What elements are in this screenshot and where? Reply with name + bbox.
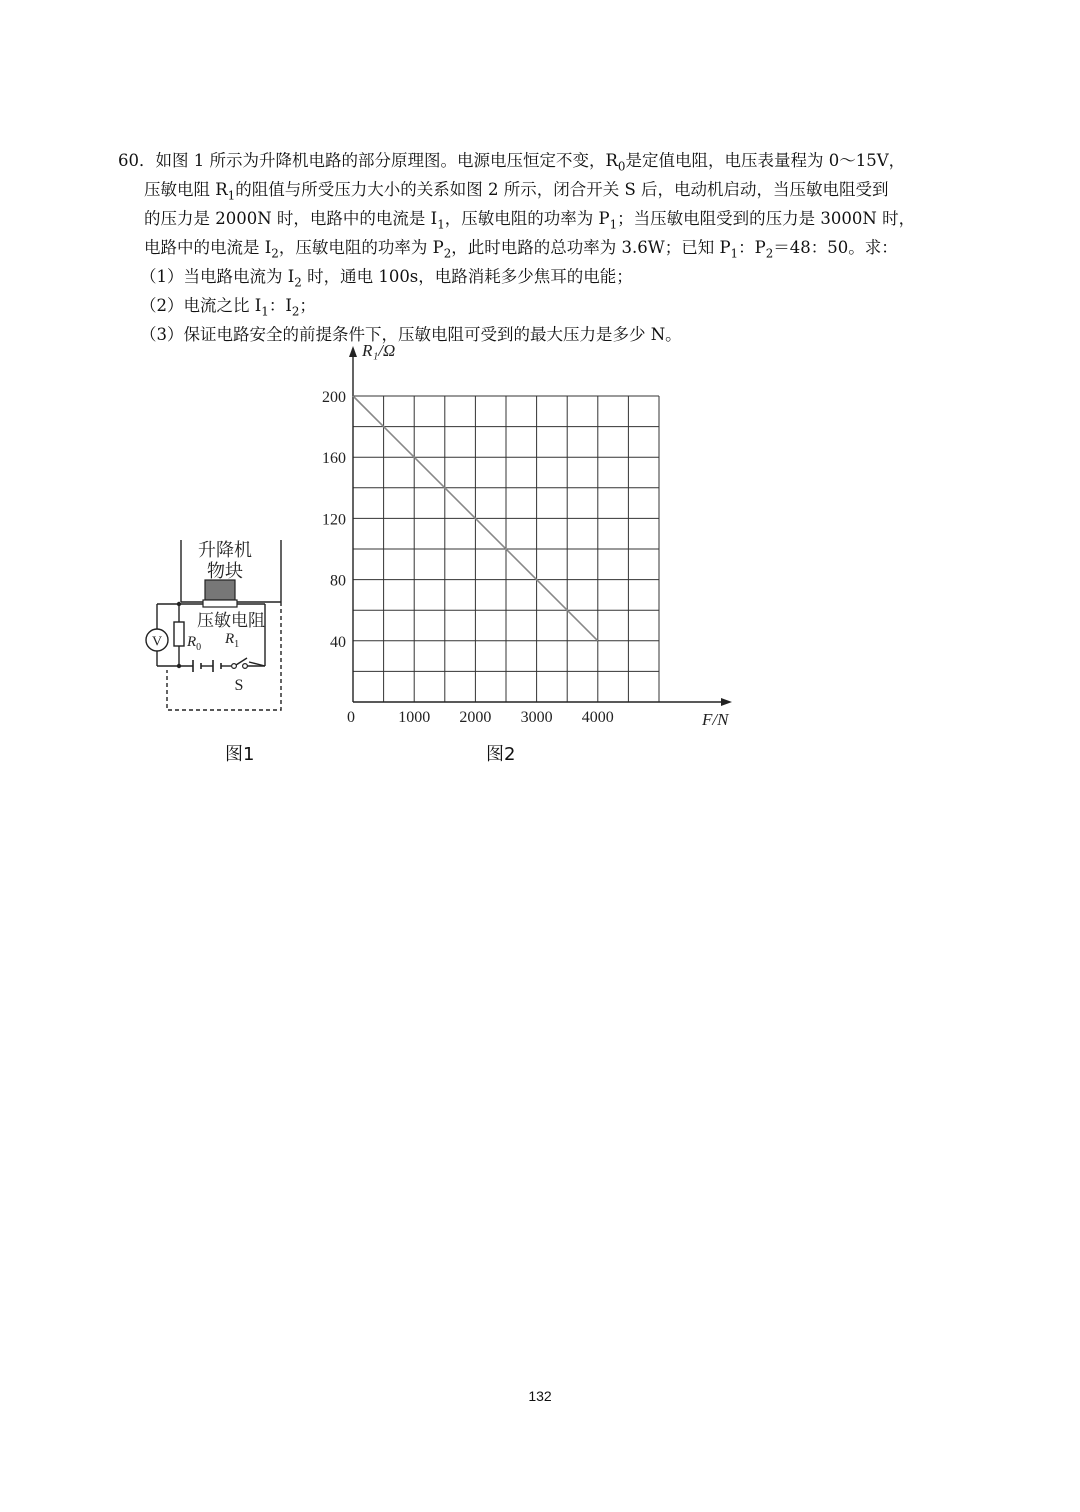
chart-ticks — [322, 389, 614, 726]
subquestion-3: （3）保证电路安全的前提条件下，压敏电阻可受到的最大压力是多少 N。 — [140, 325, 682, 344]
x-tick-label: 2000 — [459, 709, 492, 726]
pressure-sensor — [203, 600, 237, 607]
figure1-circuit — [145, 530, 305, 770]
subquestion-2: （2）电流之比 $I_1$：$I_2$； — [140, 296, 316, 319]
y-axis-arrow — [349, 346, 357, 357]
block — [205, 580, 235, 600]
question-number: 60． — [118, 151, 156, 170]
x-tick-label: 1000 — [398, 709, 431, 726]
svg-text:S: S — [234, 677, 244, 694]
x-axis-label: F/N — [702, 710, 729, 729]
y-tick-label: 80 — [330, 572, 346, 590]
voltmeter-icon — [146, 629, 168, 651]
question-line-3: 的压力是 2000N 时，电路中的电流是 $I_1$，压敏电阻的功率为 $P_1$；当压敏电阻受到的压力是 3000N 时， — [144, 209, 916, 232]
chart-axes — [349, 346, 732, 706]
x-tick-label: 3000 — [520, 709, 553, 726]
question-line-4: 电路中的电流是 $I_2$，压敏电阻的功率为 $P_2$，此时电路的总功率为 3.6W；已知 $P_1$：$P_2=48$：50。求： — [144, 238, 898, 261]
resistor-r0 — [174, 622, 184, 646]
subquestion-1: （1）当电路电流为 $I_2$ 时，通电 100s，电路消耗多少焦耳的电能； — [140, 267, 633, 290]
question — [118, 146, 978, 349]
page-number: 132 — [528, 1388, 552, 1404]
y-tick-label: 120 — [322, 511, 346, 529]
svg-text:V: V — [151, 634, 163, 650]
label-sensor: 压敏电阻 — [197, 611, 265, 630]
svg-text:R0: $R_0$ — [187, 634, 202, 653]
figure1-caption: 图1 — [225, 744, 255, 765]
x-tick-label: 0 — [347, 709, 355, 726]
question-line-1: 60．如图 1 所示为升降机电路的部分原理图。电源电压恒定不变，$R_0$是定值电阻，电压表量程为 0～15V， — [118, 151, 906, 174]
x-axis-arrow — [721, 698, 732, 706]
x-tick-label: 4000 — [581, 709, 614, 726]
y-tick-label: 200 — [322, 389, 346, 406]
label-block: 物块 — [207, 561, 243, 581]
y-axis-label: R₁/Ω — [362, 341, 396, 360]
y-tick-label: 40 — [330, 633, 346, 651]
figure2-caption: 图2 — [486, 744, 516, 765]
y-tick-label: 160 — [322, 450, 346, 468]
figure2-chart — [320, 340, 740, 740]
question-line-2: 压敏电阻 $R_1$的阻值与所受压力大小的关系如图 2 所示，闭合开关 S 后，电动机启动，当压敏电阻受到 — [144, 180, 889, 203]
label-elevator: 升降机 — [198, 540, 252, 560]
svg-text:R1: $R_1$ — [225, 631, 240, 650]
switch-icon — [232, 658, 248, 694]
